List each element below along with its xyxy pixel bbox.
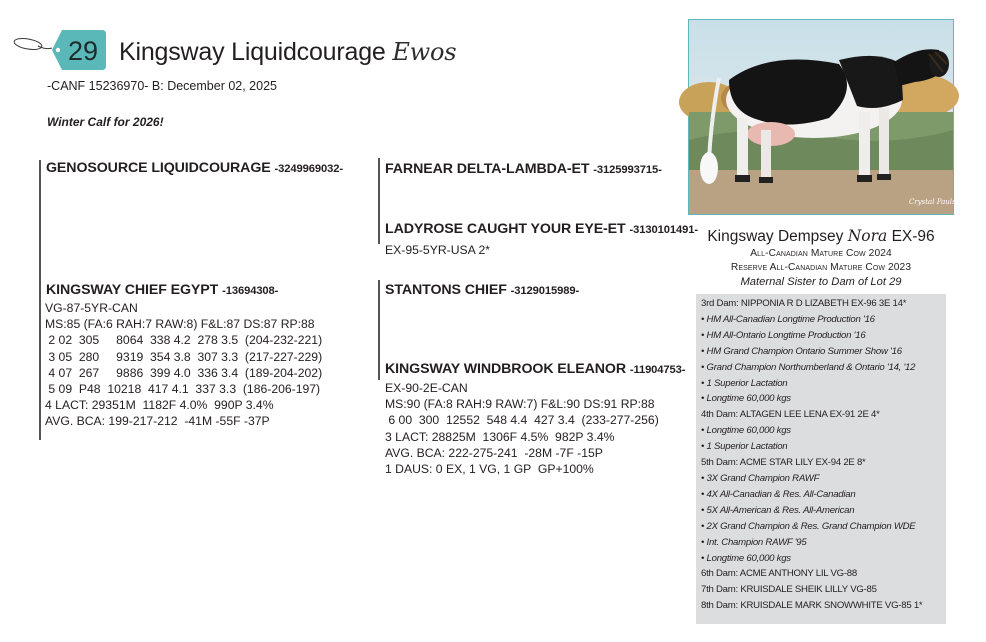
lot-number: 29	[67, 36, 99, 66]
dam-details	[45, 300, 322, 430]
dam-history-bullet: • 4X All-Canadian & Res. All-Canadian	[701, 488, 856, 500]
dam-dam-line: 6 00 300 12552 548 4.4 427 3.4 (233-277-256)	[385, 413, 659, 428]
photo-caption-note: Maternal Sister to Dam of Lot 29	[740, 276, 902, 288]
dam-history-row: 7th Dam: KRUISDALE SHEIK LILLY VG-85	[701, 584, 877, 596]
photo-signature: Crystal Paulson	[909, 198, 965, 206]
photo-caption-score: EX-96	[891, 228, 935, 245]
photo-caption-script: Nora	[847, 227, 888, 245]
sire-dam-name-text: LADYROSE CAUGHT YOUR EYE-ET	[385, 221, 626, 237]
lot-tag-shape	[8, 28, 108, 72]
dam-history-bullet: • Longtime 60,000 kgs	[701, 552, 791, 564]
dam-history-bullet: • Int. Champion RAWF '95	[701, 536, 807, 548]
sire-name	[46, 160, 343, 176]
dam-line: 4 LACT: 29351M 1182F 4.0% 990P 3.4%	[45, 398, 274, 413]
dam-line: VG-87-5YR-CAN	[45, 301, 138, 315]
lot-title-main: Kingsway Liquidcourage	[119, 38, 386, 66]
dam-name-text: KINGSWAY CHIEF EGYPT	[46, 282, 219, 298]
registration-line: -CANF 15236970- B: December 02, 2025	[47, 79, 277, 93]
dam-dam-line: MS:90 (FA:8 RAH:9 RAW:7) F&L:90 DS:91 RP:88	[385, 397, 655, 412]
dam-history-bullet: • 5X All-American & Res. All-American	[701, 504, 855, 516]
dam-dam-line: AVG. BCA: 222-275-241 -28M -7F -15P	[385, 445, 603, 460]
dam-line: MS:85 (FA:6 RAH:7 RAW:8) F&L:87 DS:87 RP:88	[45, 317, 315, 332]
lot-title-script: Ewos	[392, 38, 457, 66]
dam-sire-reg: -3129015989-	[510, 285, 580, 297]
sire-sire-name	[385, 161, 662, 177]
dam-history-bullet: • HM All-Canadian Longtime Production '16	[701, 313, 875, 325]
dam-history-bullet: • Grand Champion Northumberland & Ontario '14, '12	[701, 361, 916, 373]
dam-dam-reg: -11904753-	[629, 364, 686, 376]
dam-dam-line: EX-90-2E-CAN	[385, 381, 468, 395]
dam-history-bullet: • 3X Grand Champion RAWF	[701, 472, 820, 484]
dam-dam-name-text: KINGSWAY WINDBROOK ELEANOR	[385, 361, 626, 377]
lot-tag	[8, 28, 108, 72]
dam-history-row: 5th Dam: ACME STAR LILY EX-94 2E 8*	[701, 457, 866, 469]
dam-history-panel	[696, 294, 946, 624]
dam-history-bullet: • Longtime 60,000 kgs	[701, 425, 791, 437]
photo-caption-award-2: Reserve All-Canadian Mature Cow 2023	[730, 262, 912, 273]
cow-photo	[688, 19, 965, 215]
sire-name-text: GENOSOURCE LIQUIDCOURAGE	[46, 160, 271, 176]
dam-bracket-line	[39, 280, 41, 440]
dam-dam-details	[385, 380, 659, 477]
dam-line: AVG. BCA: 199-217-212 -41M -55F -37P	[45, 414, 270, 429]
dam-sire-name-text: STANTONS CHIEF	[385, 282, 507, 298]
photo-caption-main: Kingsway Dempsey	[707, 228, 844, 245]
sire-reg: -3249969032-	[274, 163, 343, 175]
dam-line: 4 07 267 9886 399 4.0 336 3.4 (189-204-202)	[45, 365, 323, 380]
dam-dam-name	[385, 361, 685, 377]
calf-note: Winter Calf for 2026!	[47, 115, 164, 129]
photo-caption-name	[688, 227, 954, 246]
sire-sire-name-text: FARNEAR DELTA-LAMBDA-ET	[385, 161, 590, 177]
dam-name	[46, 282, 278, 298]
lot-title	[119, 38, 456, 67]
dam-history-row: 4th Dam: ALTAGEN LEE LENA EX-91 2E 4*	[701, 409, 880, 421]
dam-line: 2 02 305 8064 338 4.2 278 3.5 (204-232-221)	[45, 333, 323, 348]
dam-history-bullet: • 1 Superior Lactation	[701, 441, 788, 453]
dam-history-row: 3rd Dam: NIPPONIA R D LIZABETH EX-96 3E 14*	[701, 298, 907, 309]
sire-side-bracket-line	[378, 158, 380, 244]
dam-dam-line: 3 LACT: 28825M 1306F 4.5% 982P 3.4%	[385, 429, 615, 444]
dam-sire-name	[385, 282, 579, 298]
dam-line: 3 05 280 9319 354 3.8 307 3.3 (217-227-229)	[45, 349, 323, 364]
sire-dam-reg: -3130101491-	[629, 224, 698, 236]
sire-dam-name	[385, 221, 698, 237]
dam-history-row: 8th Dam: KRUISDALE MARK SNOWWHITE VG-85 1*	[701, 600, 923, 612]
dam-history-bullet: • 1 Superior Lactation	[701, 377, 788, 389]
photo-caption-award-1: All-Canadian Mature Cow 2024	[750, 248, 892, 259]
dam-dam-line: 1 DAUS: 0 EX, 1 VG, 1 GP GP+100%	[385, 462, 594, 477]
dam-history-bullet: • HM All-Ontario Longtime Production '16	[701, 329, 866, 341]
dam-line: 5 09 P48 10218 417 4.1 337 3.3 (186-206-197)	[45, 382, 321, 397]
dam-history-bullet: • 2X Grand Champion & Res. Grand Champion WDE	[701, 520, 916, 532]
dam-reg: -13694308-	[222, 285, 279, 297]
dam-history-row: 6th Dam: ACME ANTHONY LIL VG-88	[701, 568, 857, 580]
cow-photo-illustration	[689, 20, 965, 214]
dam-history-bullet: • HM Grand Champion Ontario Summer Show '16	[701, 345, 902, 357]
sire-sire-reg: -3125993715-	[593, 164, 662, 176]
sire-dam-classification: EX-95-5YR-USA 2*	[385, 243, 490, 257]
sire-bracket-line	[39, 160, 41, 288]
dam-history-bullet: • Longtime 60,000 kgs	[701, 393, 791, 405]
dam-side-bracket-line	[378, 280, 380, 380]
